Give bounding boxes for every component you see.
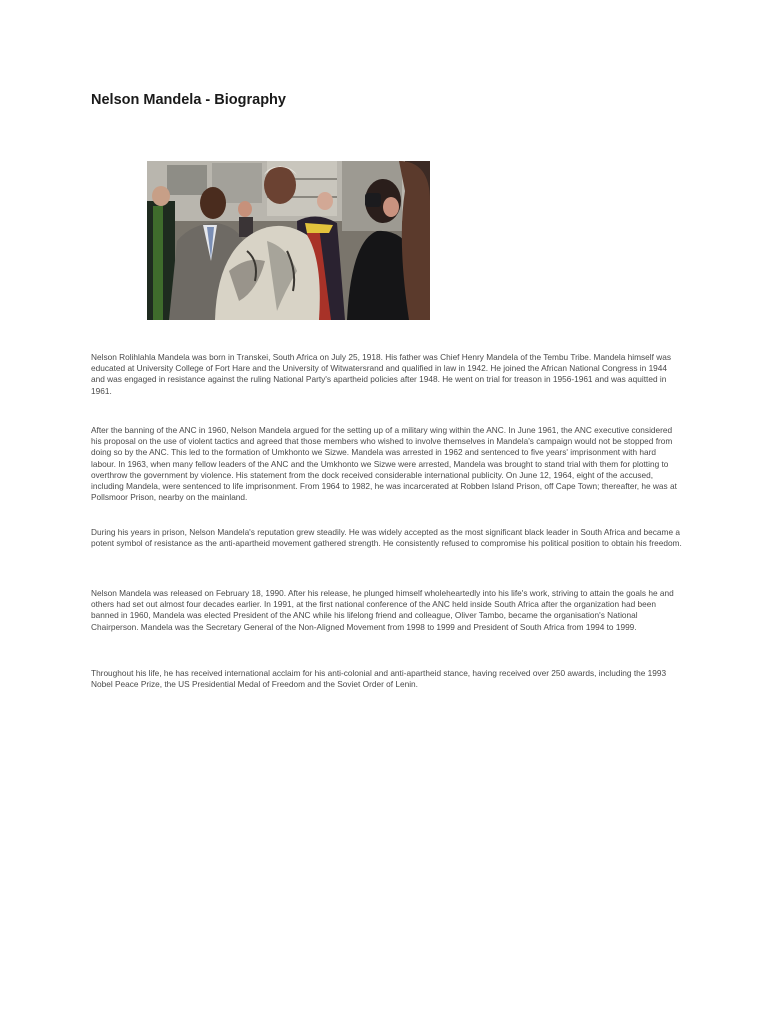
biography-paragraph: Throughout his life, he has received international acclaim for his anti-colonial and anti-apartheid stance, having received over 250 awards, including the 1993 Nobel Peace Prize, the US Presidential Medal of Freedom and the Soviet Order of Lenin.	[91, 668, 667, 690]
mandela-photo	[147, 161, 430, 320]
biography-paragraph: During his years in prison, Nelson Mandela's reputation grew steadily. He was widely accepted as the most significant black leader in South Africa and became a potent symbol of resistance as the anti-apartheid movement gathered strength. He consistently refused to compromise his political position to obtain his freedom.	[91, 527, 682, 549]
biography-paragraph: Nelson Rolihlahla Mandela was born in Transkei, South Africa on July 25, 1918. His father was Chief Henry Mandela of the Tembu Tribe. Mandela himself was educated at University College of Fort Hare and the University of Witwatersrand and qualified in law in 1942. He joined the African National Congress in 1944 and was engaged in resistance against the ruling National Party's apartheid policies after 1948. He went on trial for treason in 1956-1961 and was aquitted in 1961.	[91, 352, 672, 396]
biography-paragraph: After the banning of the ANC in 1960, Nelson Mandela argued for the setting up of a military wing within the ANC. In June 1961, the ANC executive considered his proposal on the use of violent tactics and agreed that those members who wished to involve themselves in Mandela's campaign would not be stopped from doing so by the ANC. This led to the formation of Umkhonto we Sizwe. Mandela was arrested in 1962 and sentenced to five years' imprisonment with hard labour. In 1963, when many fellow leaders of the ANC and the Umkhonto we Sizwe were arrested, Mandela was brought to stand trial with them for plotting to overthrow the government by violence. His statement from the dock received considerable international publicity. On June 12, 1964, eight of the accused, including Mandela, were sentenced to life imprisonment. From 1964 to 1982, he was incarcerated at Robben Island Prison, off Cape Town; thereafter, he was at Pollsmoor Prison, nearby on the mainland.	[91, 425, 677, 503]
biography-paragraph: Nelson Mandela was released on February 18, 1990. After his release, he plunged himself wholeheartedly into his life's work, striving to attain the goals he and others had set out almost four decades earlier. In 1991, at the first national conference of the ANC held inside South Africa after the organization had been banned in 1960, Mandela was elected President of the ANC while his lifelong friend and colleague, Oliver Tambo, became the organisation's National Chairperson. Mandela was the Secretary General of the Non-Aligned Movement from 1998 to 1999 and President of South Africa from 1994 to 1999.	[91, 588, 674, 632]
photo-illustration	[147, 161, 430, 320]
page-title: Nelson Mandela - Biography	[91, 92, 286, 108]
